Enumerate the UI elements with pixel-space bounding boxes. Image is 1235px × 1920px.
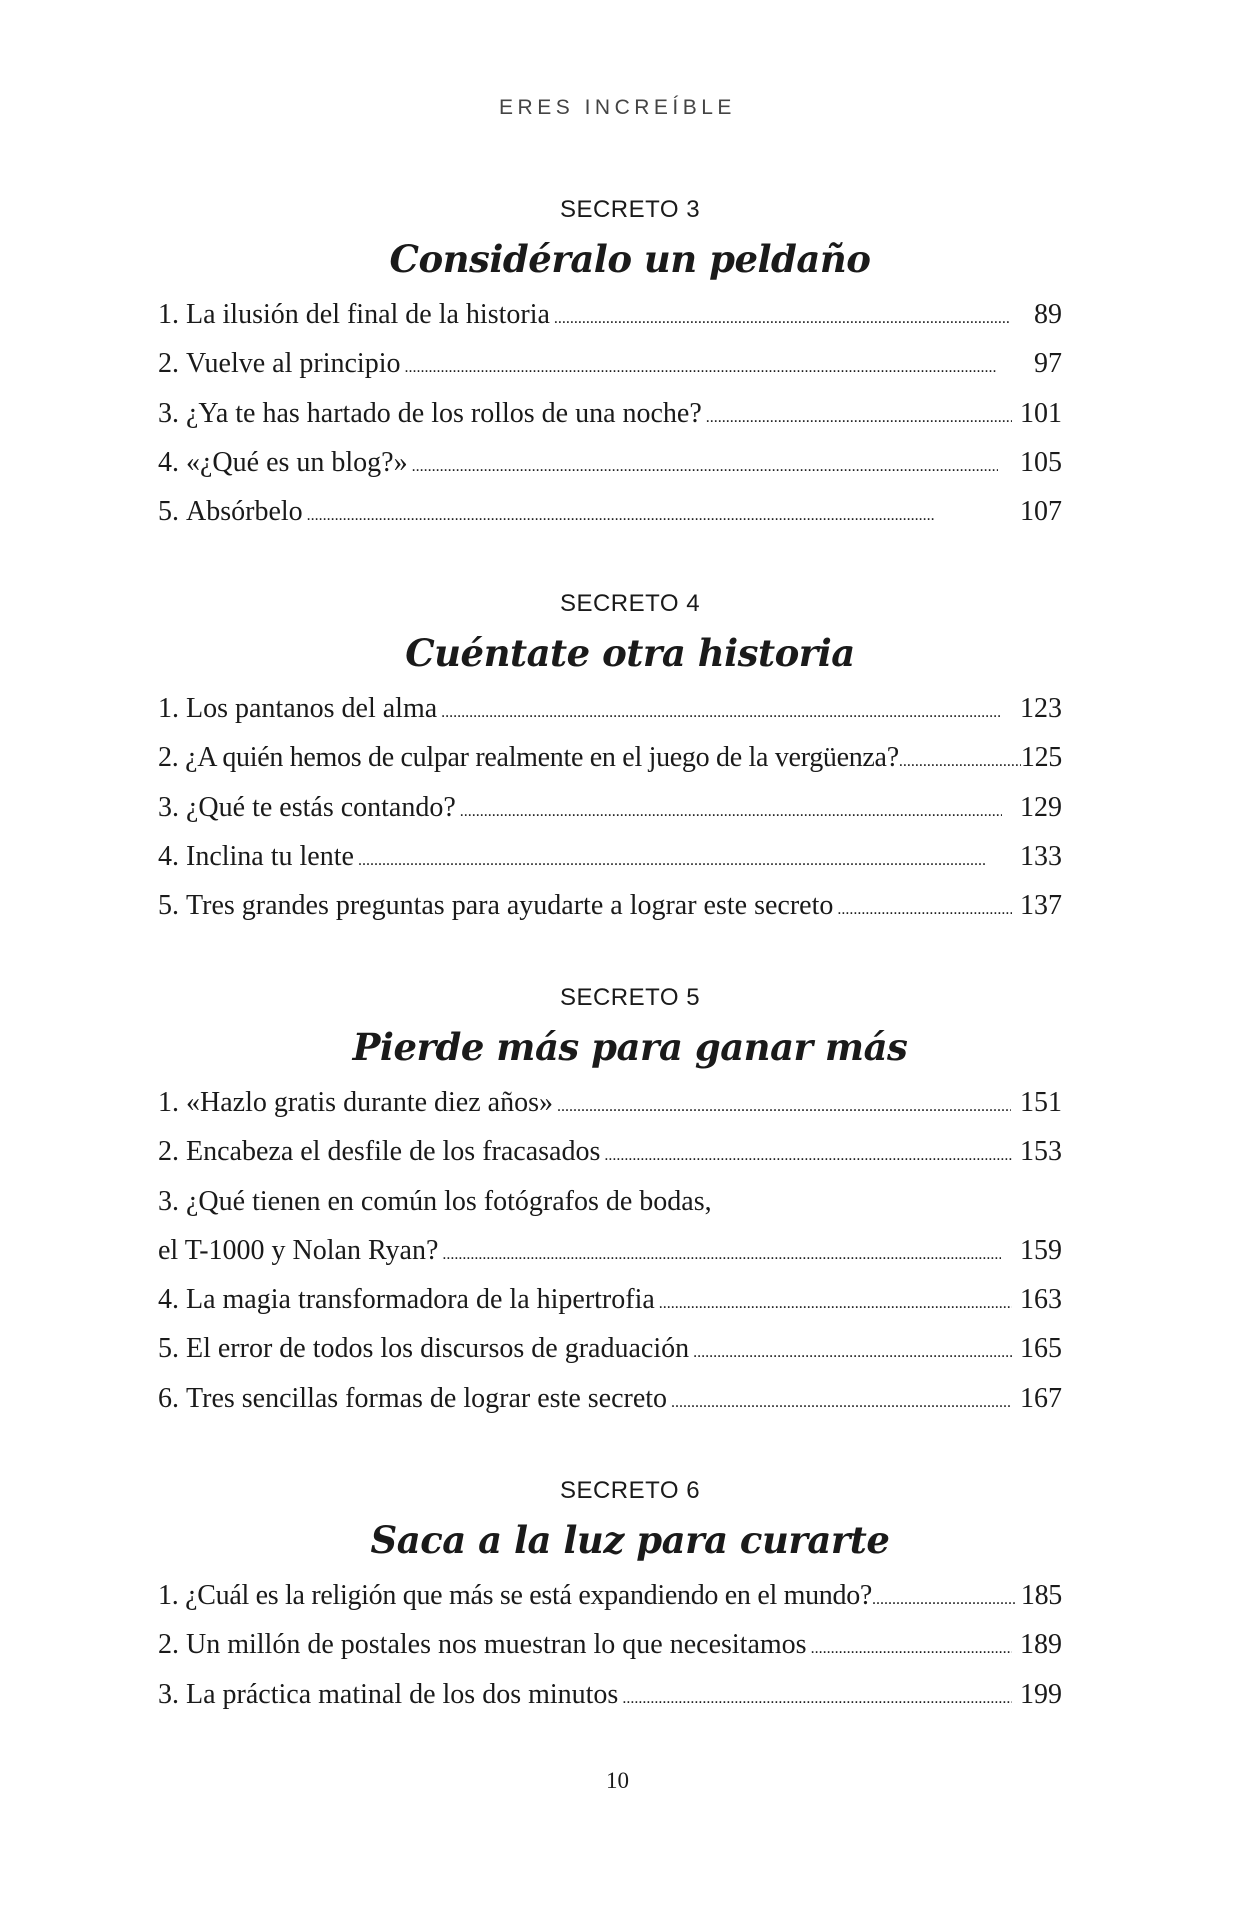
dot-leader xyxy=(557,1078,1011,1131)
entry-number: 3. xyxy=(158,1185,179,1217)
entry-title: ¿Qué te estás contando? xyxy=(186,791,456,823)
page-number: 10 xyxy=(606,1768,629,1793)
dot-leader xyxy=(659,1275,1012,1328)
entry-number: 6. xyxy=(158,1382,179,1414)
entry-title: Vuelve al principio xyxy=(186,348,401,380)
dot-leader xyxy=(441,684,1000,737)
entry-page: 105 xyxy=(1020,446,1062,478)
entry-page: 165 xyxy=(1020,1333,1062,1365)
dot-leader xyxy=(899,733,1021,786)
section-label: SECRETO 4 xyxy=(559,590,701,617)
entry-title: Los pantanos del alma xyxy=(186,693,438,724)
toc-entry[interactable] xyxy=(158,1324,1062,1373)
entry-number: 5. xyxy=(158,496,179,528)
entry-title: Encabeza el desfile de los fracasados xyxy=(186,1136,601,1168)
section-label: SECRETO 3 xyxy=(559,196,701,223)
entry-number: 2. xyxy=(158,1136,179,1168)
toc-entry[interactable] xyxy=(158,1127,1062,1176)
dot-leader xyxy=(604,1127,1012,1180)
entry-list xyxy=(158,684,1062,930)
toc-entry[interactable] xyxy=(158,783,1062,832)
entry-title-continuation: el T-1000 y Nolan Ryan? xyxy=(158,1234,439,1266)
entry-number: 1. xyxy=(158,693,179,724)
entry-page: 163 xyxy=(1020,1284,1062,1316)
entry-number: 5. xyxy=(158,890,179,922)
toc-entry[interactable] xyxy=(158,1275,1062,1324)
entry-title: «Hazlo gratis durante diez años» xyxy=(186,1087,553,1118)
dot-leader xyxy=(404,339,997,392)
entry-page: 89 xyxy=(1034,299,1062,330)
entry-page: 137 xyxy=(1020,890,1062,922)
entry-number: 1. xyxy=(158,1580,179,1611)
toc-entry[interactable] xyxy=(158,881,1062,930)
entry-title: La magia transformadora de la hipertrofia xyxy=(186,1284,655,1316)
entry-page: 133 xyxy=(1020,840,1062,872)
section-title: Cuéntate otra historia xyxy=(405,631,855,675)
toc-entry[interactable] xyxy=(158,1620,1062,1669)
entry-title: ¿Cuál es la religión que más se está expandiendo en el mundo? xyxy=(185,1580,873,1611)
toc-entry[interactable] xyxy=(158,684,1062,733)
entry-page: 199 xyxy=(1020,1678,1062,1710)
entry-number: 2. xyxy=(158,348,179,380)
running-head: ERES INCREÍBLE xyxy=(499,96,736,119)
toc-entry[interactable] xyxy=(158,339,1062,388)
toc-entry[interactable] xyxy=(158,1670,1062,1719)
toc-entry[interactable] xyxy=(158,1078,1062,1127)
section-label: SECRETO 6 xyxy=(559,1477,701,1504)
entry-number: 4. xyxy=(158,1284,179,1316)
toc-entry[interactable] xyxy=(158,1177,1062,1226)
entry-list xyxy=(158,290,1062,536)
entry-page: 123 xyxy=(1020,693,1062,724)
section-title: Saca a la luz para curarte xyxy=(370,1518,890,1562)
entry-list xyxy=(158,1078,1062,1423)
entry-number: 5. xyxy=(158,1333,179,1365)
toc-entry[interactable] xyxy=(158,290,1062,339)
entry-title: Un millón de postales nos muestran lo que necesitamos xyxy=(186,1629,807,1661)
entry-number: 3. xyxy=(158,1678,179,1710)
entry-page: 125 xyxy=(1020,742,1062,774)
section-secreto-5 xyxy=(158,980,1062,1423)
entry-page: 189 xyxy=(1020,1629,1062,1661)
dot-leader xyxy=(693,1324,1012,1377)
dot-leader xyxy=(622,1670,1012,1723)
section-title: Pierde más para ganar más xyxy=(352,1025,908,1069)
section-secreto-6 xyxy=(158,1473,1062,1719)
toc-entry[interactable] xyxy=(158,487,1062,536)
entry-page: 129 xyxy=(1020,791,1062,823)
entry-title: Inclina tu lente xyxy=(186,840,354,872)
toc-entry[interactable] xyxy=(158,1571,1062,1620)
entry-page: 107 xyxy=(1020,496,1062,528)
section-title: Considéralo un peldaño xyxy=(389,237,871,281)
entry-title: ¿A quién hemos de culpar realmente en el juego de la vergüenza? xyxy=(185,742,899,774)
entry-number: 2. xyxy=(158,742,179,774)
entry-number: 1. xyxy=(158,299,179,330)
entry-page: 101 xyxy=(1020,397,1062,429)
entry-title: Tres sencillas formas de lograr este secreto xyxy=(186,1382,668,1414)
entry-title: La práctica matinal de los dos minutos xyxy=(186,1678,619,1710)
dot-leader xyxy=(358,832,994,885)
entry-number: 4. xyxy=(158,840,179,872)
entry-title: Tres grandes preguntas para ayudarte a lograr este secreto xyxy=(186,890,834,922)
entry-number: 3. xyxy=(158,791,179,823)
dot-leader xyxy=(307,487,994,540)
dot-leader xyxy=(442,1226,1000,1279)
dot-leader xyxy=(811,1620,1012,1673)
entry-number: 3. xyxy=(158,397,179,429)
dot-leader xyxy=(706,389,1012,442)
entry-title: ¿Qué tienen en común los fotógrafos de bodas, xyxy=(186,1185,712,1217)
entry-list xyxy=(158,1571,1062,1719)
section-label: SECRETO 5 xyxy=(559,984,701,1011)
entry-page: 159 xyxy=(1020,1234,1062,1266)
entry-title: ¿Ya te has hartado de los rollos de una noche? xyxy=(186,397,702,429)
entry-title: Absórbelo xyxy=(186,496,303,528)
entry-number: 1. xyxy=(158,1087,179,1118)
entry-page: 153 xyxy=(1020,1136,1062,1168)
entry-page: 167 xyxy=(1020,1382,1062,1414)
section-secreto-3 xyxy=(158,192,1062,536)
toc-entry[interactable] xyxy=(158,438,1062,487)
entry-page: 97 xyxy=(1034,348,1062,380)
toc-entry[interactable] xyxy=(158,832,1062,881)
toc-entry-continuation[interactable] xyxy=(158,1226,1062,1275)
entry-page: 185 xyxy=(1020,1580,1062,1611)
entry-title: La ilusión del final de la historia xyxy=(186,299,550,330)
toc-entry[interactable] xyxy=(158,733,1062,782)
dot-leader xyxy=(872,1571,1015,1624)
section-secreto-4 xyxy=(158,586,1062,930)
entry-page: 151 xyxy=(1020,1087,1062,1118)
dot-leader xyxy=(412,438,998,491)
entry-number: 4. xyxy=(158,446,179,478)
entry-title: «¿Qué es un blog?» xyxy=(186,446,408,478)
dot-leader xyxy=(460,783,1002,836)
entry-number: 2. xyxy=(158,1629,179,1661)
dot-leader xyxy=(837,881,1012,934)
toc-entry[interactable] xyxy=(158,389,1062,438)
entry-title: El error de todos los discursos de graduación xyxy=(186,1333,690,1365)
toc-entry[interactable] xyxy=(158,1374,1062,1423)
dot-leader xyxy=(554,290,1010,343)
dot-leader xyxy=(671,1374,1012,1427)
